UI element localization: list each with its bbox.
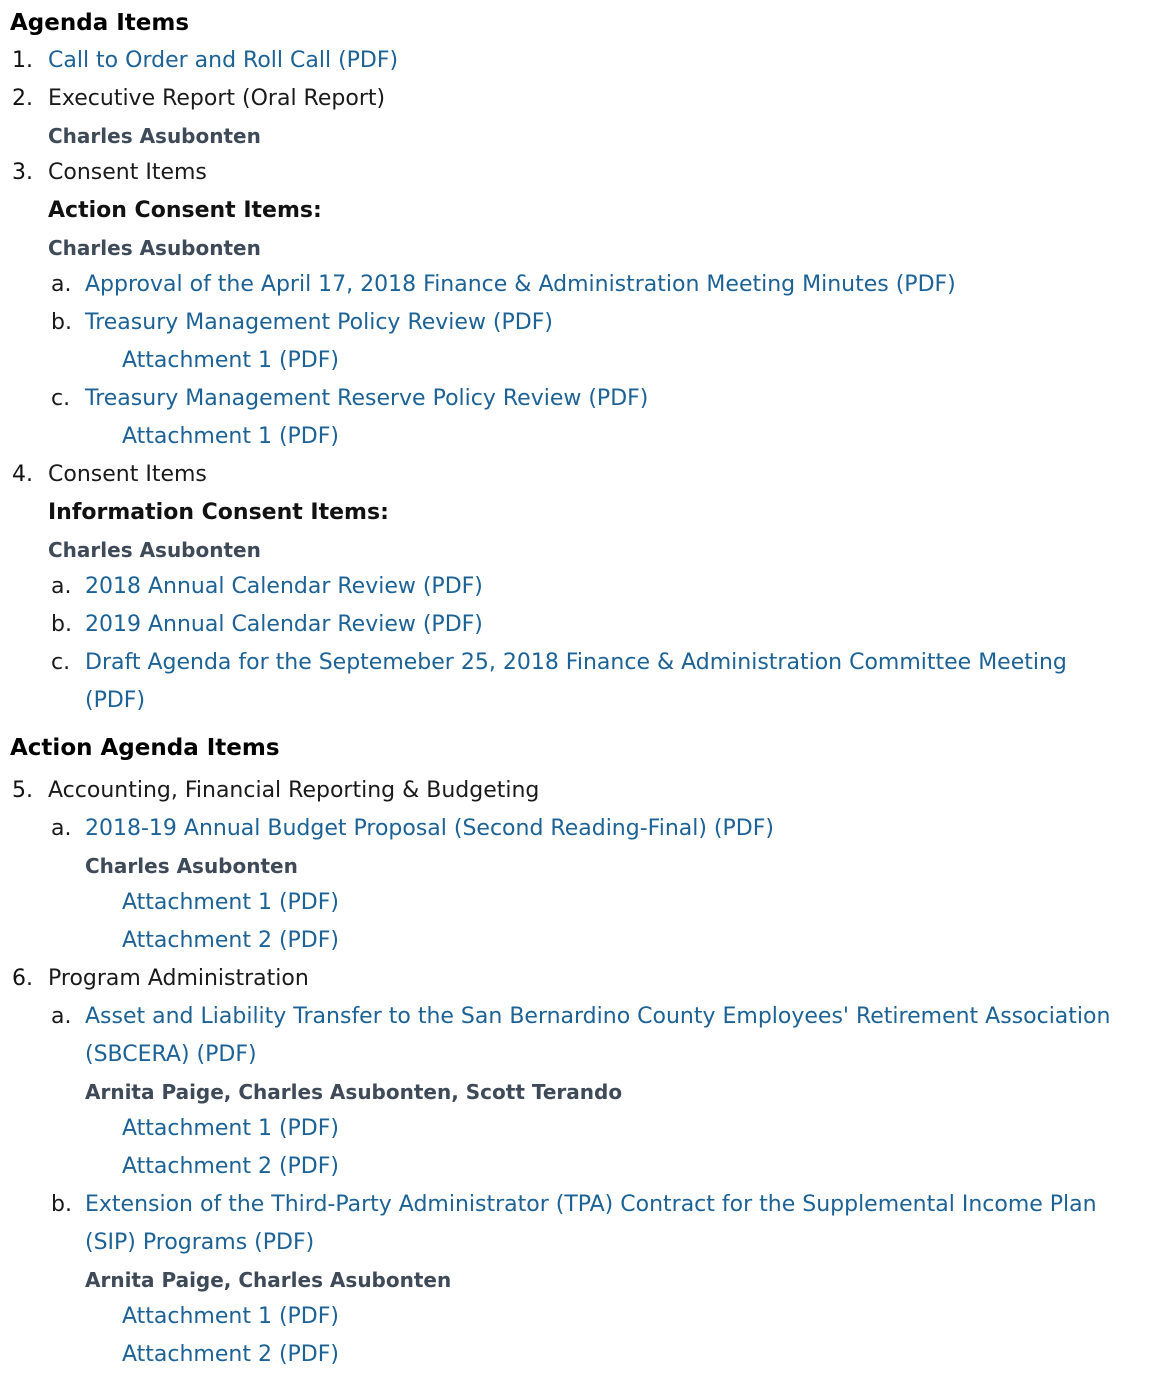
sub-item-4c [10, 644, 1150, 682]
sub-item-letter: a. [51, 272, 72, 297]
agenda-item-5 [10, 772, 1150, 810]
sub-item-6b [10, 1186, 1150, 1224]
attachment-link[interactable]: Attachment 1 (PDF) [122, 1304, 339, 1329]
calendar-2019-link[interactable]: 2019 Annual Calendar Review (PDF) [85, 612, 483, 637]
minutes-approval-link[interactable]: Approval of the April 17, 2018 Finance & Administration Meeting Minutes (PDF) [85, 272, 956, 297]
sub-item-4a [10, 568, 1150, 606]
sub-item-4c-continued [10, 682, 1150, 720]
sub-item-letter: b. [51, 310, 72, 335]
sub-item-letter: a. [51, 574, 72, 599]
sub-item-6a-continued [10, 1036, 1150, 1074]
consent-items-label: Consent Items [48, 160, 207, 185]
sub-item-6b-continued [10, 1224, 1150, 1262]
sub-item-3b [10, 304, 1150, 342]
sub-item-5a [10, 810, 1150, 848]
action-consent-subheading: Action Consent Items: [48, 198, 322, 223]
agenda-item-1 [10, 42, 1150, 80]
attachment-row [10, 1148, 1150, 1186]
sub-item-letter: c. [51, 386, 71, 411]
attachment-row [10, 922, 1150, 960]
draft-agenda-link[interactable]: Draft Agenda for the Septemeber 25, 2018 Finance & Administration Committee Meeting [85, 650, 1067, 675]
presenter-name: Charles Asubonten [48, 538, 261, 562]
sub-item-4b [10, 606, 1150, 644]
item-number: 1. [12, 48, 33, 73]
treasury-policy-link[interactable]: Treasury Management Policy Review (PDF) [85, 310, 553, 335]
item-number: 2. [12, 86, 33, 111]
accounting-label: Accounting, Financial Reporting & Budgeting [48, 778, 540, 803]
action-agenda-items-heading: Action Agenda Items [10, 735, 280, 761]
call-to-order-link[interactable]: Call to Order and Roll Call (PDF) [48, 48, 399, 73]
sub-item-3c [10, 380, 1150, 418]
agenda-item-2 [10, 80, 1150, 118]
sub-item-3a [10, 266, 1150, 304]
item-number: 5. [12, 778, 33, 803]
calendar-2018-link[interactable]: 2018 Annual Calendar Review (PDF) [85, 574, 483, 599]
sub-item-letter: c. [51, 650, 71, 675]
attachment-link[interactable]: Attachment 1 (PDF) [122, 1116, 339, 1141]
attachment-link[interactable]: Attachment 2 (PDF) [122, 1342, 339, 1367]
agenda-items-heading: Agenda Items [10, 10, 190, 36]
consent-items-label: Consent Items [48, 462, 207, 487]
attachment-link[interactable]: Attachment 2 (PDF) [122, 1154, 339, 1179]
attachment-link[interactable]: Attachment 2 (PDF) [122, 928, 339, 953]
tpa-extension-link-continued[interactable]: (SIP) Programs (PDF) [85, 1230, 315, 1255]
executive-report-label: Executive Report (Oral Report) [48, 86, 386, 111]
presenter-name: Charles Asubonten [48, 124, 261, 148]
agenda-item-3 [10, 154, 1150, 192]
attachment-row [10, 1298, 1150, 1336]
program-admin-label: Program Administration [48, 966, 309, 991]
budget-proposal-link[interactable]: 2018-19 Annual Budget Proposal (Second Reading-Final) (PDF) [85, 816, 774, 841]
presenter-name: Arnita Paige, Charles Asubonten, Scott Terando [85, 1080, 623, 1104]
information-consent-subheading: Information Consent Items: [48, 500, 389, 525]
attachment-row [10, 418, 1150, 456]
sub-item-letter: b. [51, 612, 72, 637]
attachment-link[interactable]: Attachment 1 (PDF) [122, 424, 339, 449]
sub-item-6a [10, 998, 1150, 1036]
attachment-link[interactable]: Attachment 1 (PDF) [122, 348, 339, 373]
item-number: 6. [12, 966, 33, 991]
sbcera-transfer-link[interactable]: Asset and Liability Transfer to the San Bernardino County Employees' Retirement Association [85, 1004, 1111, 1029]
draft-agenda-link-continued[interactable]: (PDF) [85, 688, 146, 713]
sub-item-letter: a. [51, 816, 72, 841]
attachment-row [10, 342, 1150, 380]
presenter-name: Charles Asubonten [85, 854, 298, 878]
item-number: 4. [12, 462, 33, 487]
attachment-row [10, 1110, 1150, 1148]
presenter-name: Arnita Paige, Charles Asubonten [85, 1268, 452, 1292]
attachment-row [10, 1336, 1150, 1374]
sbcera-transfer-link-continued[interactable]: (SBCERA) (PDF) [85, 1042, 257, 1067]
attachment-row [10, 884, 1150, 922]
presenter-name: Charles Asubonten [48, 236, 261, 260]
attachment-link[interactable]: Attachment 1 (PDF) [122, 890, 339, 915]
item-number: 3. [12, 160, 33, 185]
agenda-item-4 [10, 456, 1150, 494]
sub-item-letter: a. [51, 1004, 72, 1029]
agenda-item-6 [10, 960, 1150, 998]
sub-item-letter: b. [51, 1192, 72, 1217]
treasury-reserve-policy-link[interactable]: Treasury Management Reserve Policy Review (PDF) [85, 386, 649, 411]
tpa-extension-link[interactable]: Extension of the Third-Party Administrator (TPA) Contract for the Supplemental Income Plan [85, 1192, 1097, 1217]
